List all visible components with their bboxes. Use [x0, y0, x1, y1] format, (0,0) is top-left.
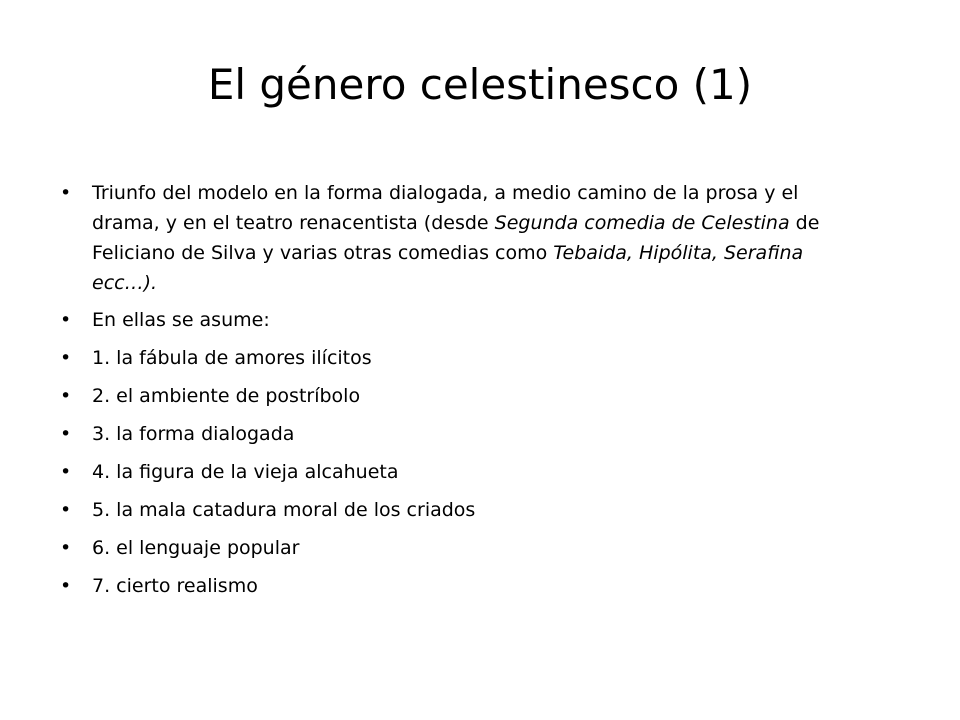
bullet-item-6: • 6. el lenguaje popular — [60, 533, 860, 563]
bullet-titles-comedias: Tebaida, Hipólita, Serafina ecc…). — [92, 242, 804, 294]
bullet-list — [60, 178, 860, 609]
slide-title: El género celestinesco (1) — [207, 60, 753, 109]
bullet-item-1: • 1. la fábula de amores ilícitos — [60, 343, 860, 373]
bullet-item-2: • 2. el ambiente de postríbolo — [60, 381, 860, 411]
bullet-item-en-ellas: • En ellas se asume: — [60, 305, 860, 335]
bullet-text: Triunfo del modelo en la forma dialogada, a medio camino de la prosa y el drama, y en el teatro renacentista (desde — [92, 182, 799, 234]
bullet-item-triunfo — [60, 178, 860, 298]
bullet-text: de Feliciano de Silva y varias otras comedias como — [92, 212, 820, 264]
bullet-item-5: • 5. la mala catadura moral de los criados — [60, 495, 860, 525]
bullet-title-segunda-comedia: Segunda comedia de Celestina — [494, 212, 790, 234]
bullet-item-4: • 4. la figura de la vieja alcahueta — [60, 457, 860, 487]
bullet-item-3: • 3. la forma dialogada — [60, 419, 860, 449]
bullet-item-7: • 7. cierto realismo — [60, 571, 860, 601]
